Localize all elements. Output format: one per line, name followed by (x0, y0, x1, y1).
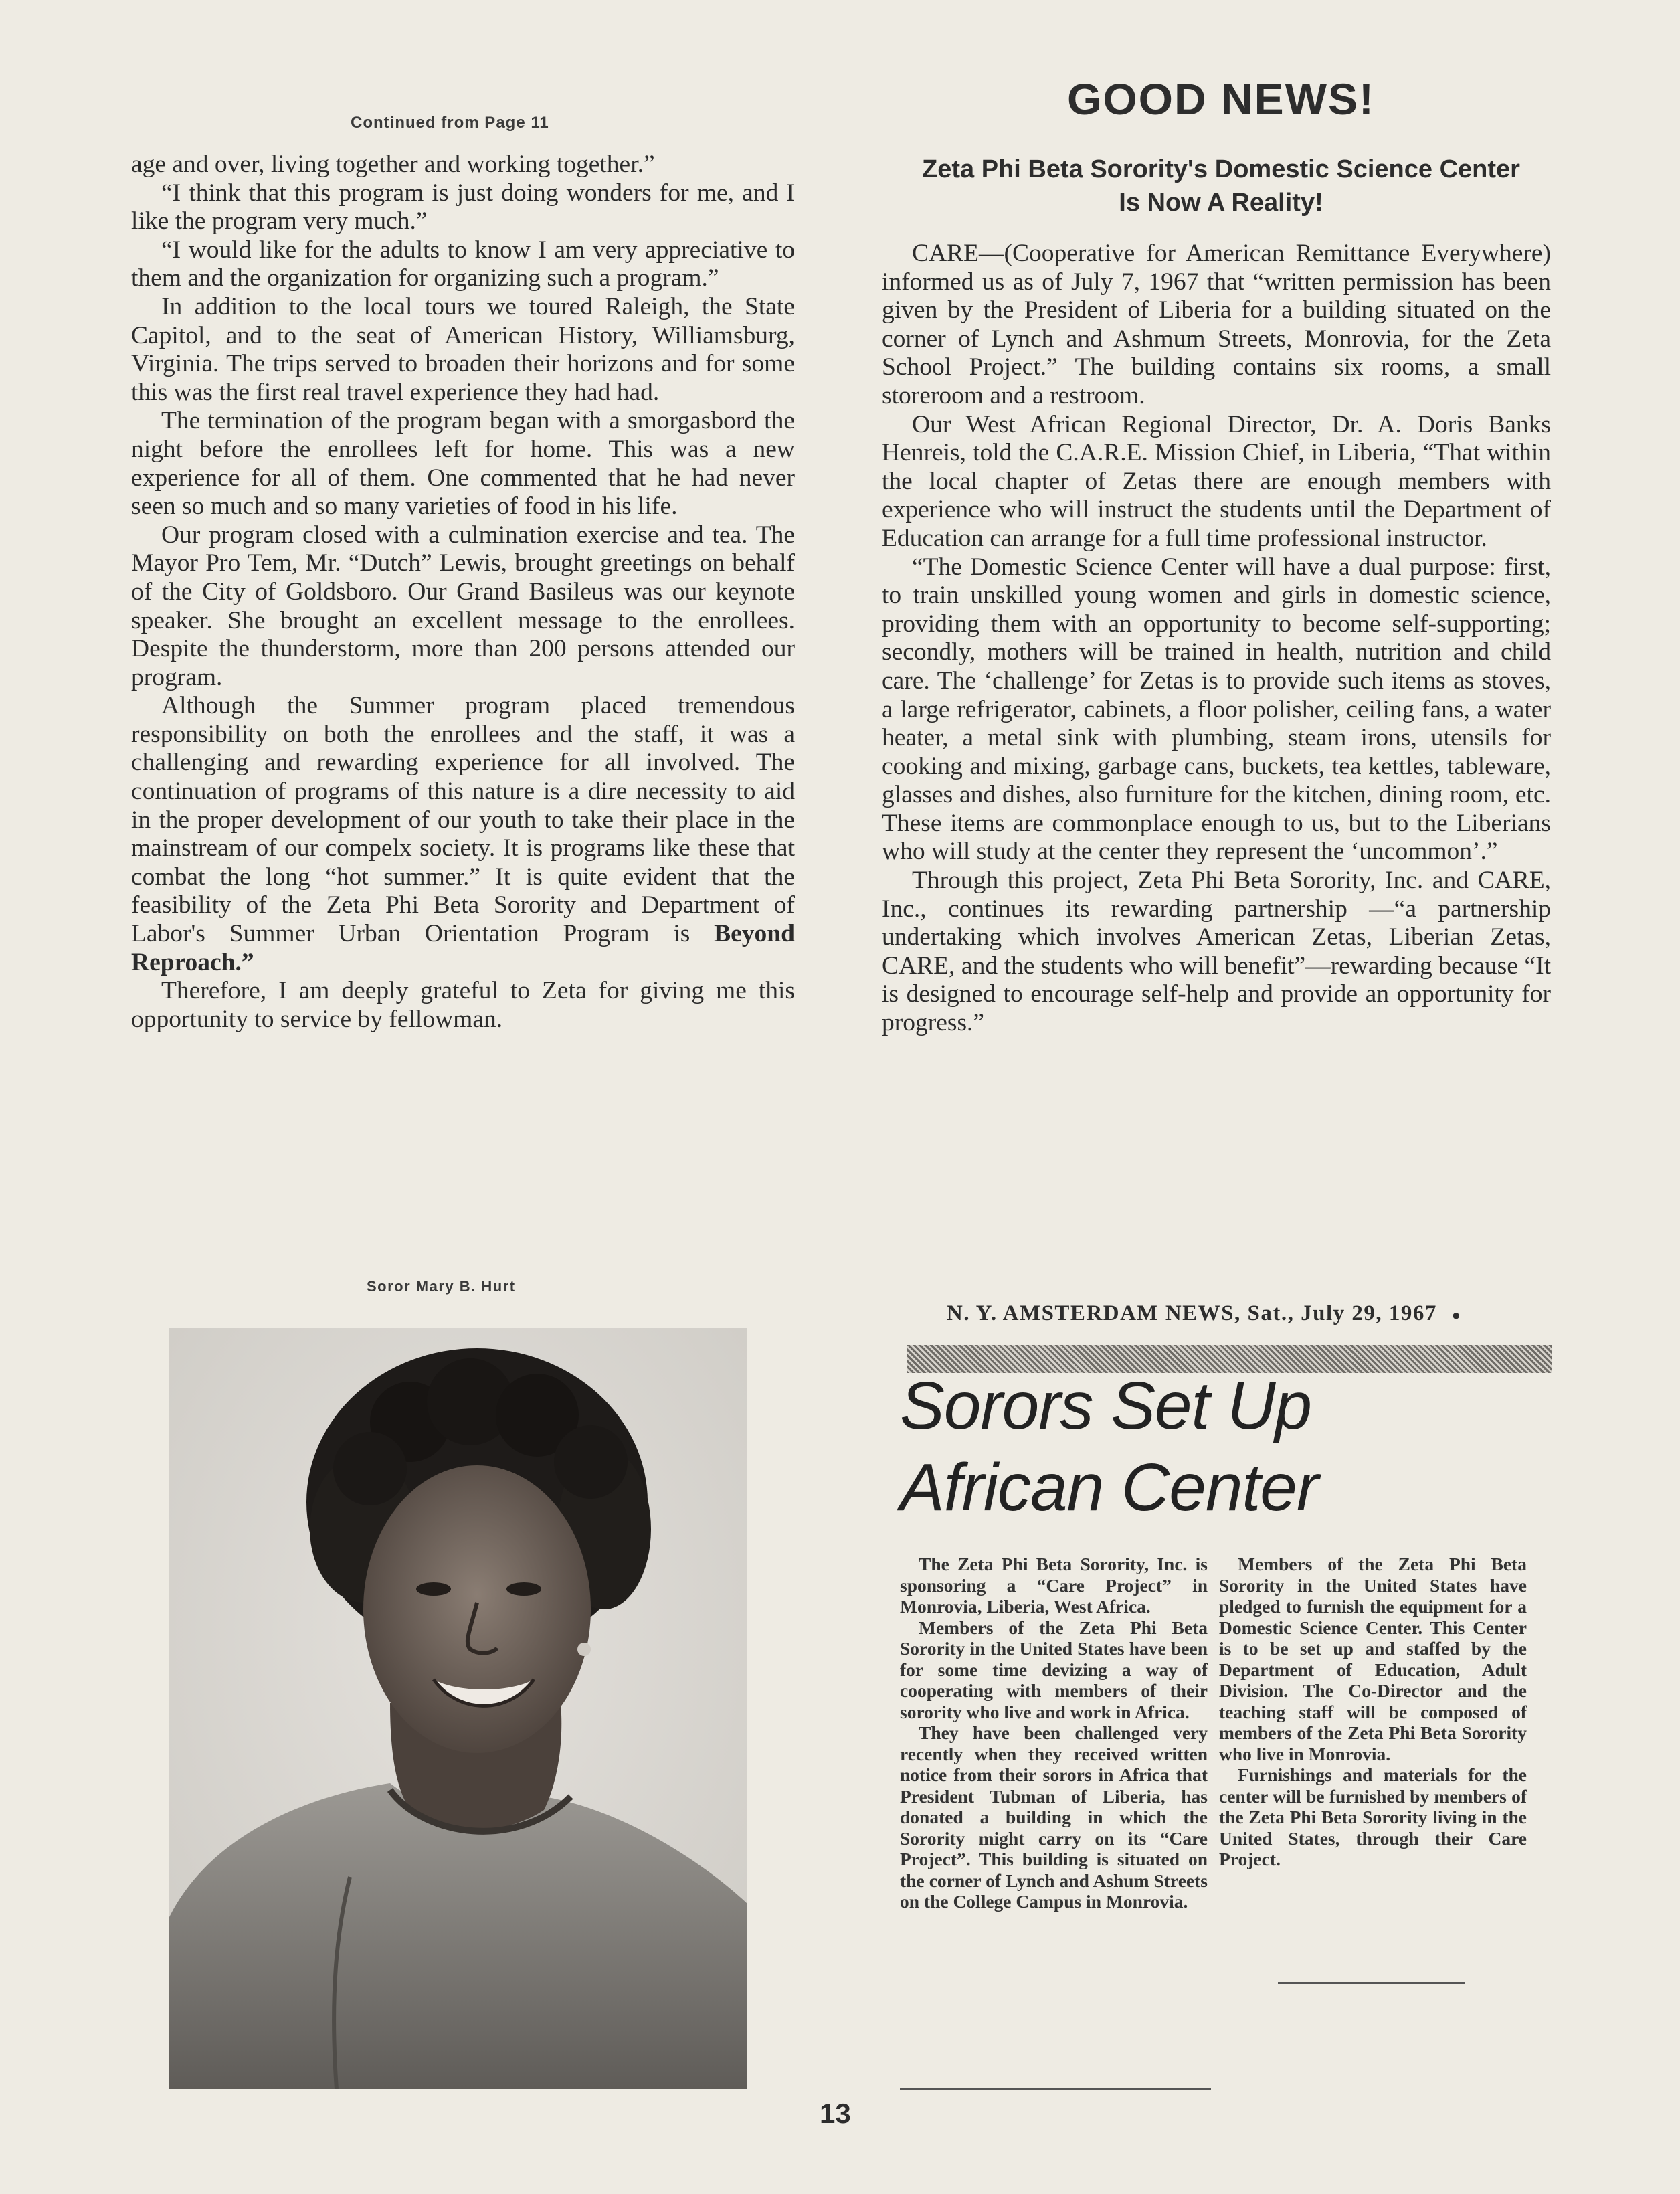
right-paragraph: Through this project, Zeta Phi Beta Sorority, Inc. and CARE, Inc., continues its rewarding partnership —“a partnership undertaking which involves American Zetas, Liberian Zetas, CARE, and the students who will benefit”—rewarding because “It is designed to encourage self-help and provide an opportunity for progress.” (882, 866, 1551, 1037)
left-paragraph: age and over, living together and working together.” (131, 151, 655, 178)
page-headline: GOOD NEWS! (1067, 74, 1375, 124)
left-paragraph: In addition to the local tours we toured Raleigh, the State Capitol, and to the seat of American History, Williamsburg, Virginia. The trips served to broaden their horizons and for some this was the first real travel experience they had had. (131, 292, 795, 406)
bullet-icon: ● (1451, 1307, 1462, 1323)
left-article-body (131, 151, 795, 1034)
portrait-image (169, 1328, 747, 2089)
clipping-paragraph: The Zeta Phi Beta Sorority, Inc. is sponsoring a “Care Project” in Monrovia, Liberia, West Africa. (900, 1554, 1208, 1617)
left-paragraph: “I think that this program is just doing wonders for me, and I like the program very much.” (131, 179, 795, 236)
clipping-column-1-rule (900, 2088, 1211, 2090)
right-article-body (882, 240, 1551, 1038)
photo-caption: Soror Mary B. Hurt (367, 1278, 516, 1295)
left-paragraph: Our program closed with a culmination exercise and tea. The Mayor Pro Tem, Mr. “Dutch” Lewis, brought greetings on behalf of the City of Goldsboro. Our Grand Basileus was our keynote speaker. She brought an excellent message to the enrollees. Despite the thunderstorm, more than 200 persons attended our program. (131, 521, 795, 691)
clipping-paragraph: They have been challenged very recently when they received written notice from their sorors in Africa that President Tubman of Liberia, has donated a building in which the Sorority might carry on its “Care Project”. This building is situated on the corner of Lynch and Ashum Streets on the College Campus in Monrovia. (900, 1722, 1208, 1912)
bold-phrase: Beyond Reproach.” (131, 920, 795, 976)
clipping-source (947, 1301, 1461, 1326)
right-paragraph: CARE—(Cooperative for American Remittance Everywhere) informed us as of July 7, 1967 that “written permission has been given by the President of Liberia for a building situated on the corner of Lynch and Ashmum Streets, Monrovia, for the Zeta School Project.” The building contains six rooms, a small storeroom and a restroom. (882, 240, 1551, 409)
clipping-paragraph: Members of the Zeta Phi Beta Sorority in the United States have pledged to furnish the equipment for a Domestic Science Center. This Center is to be set up and staffed by the Department of Education, Adult Division. The Co-Director and the teaching staff will be composed of members of the Zeta Phi Beta Sorority who live in Monrovia. (1219, 1554, 1527, 1764)
clipping-title-line-2: African Center (900, 1450, 1319, 1525)
left-paragraph-text: Although the Summer program placed tremendous responsibility on both the enrollees and the staff, it was a challenging and rewarding experience for all involved. The continuation of programs of this nature is a dire necessity to aid in the proper development of our youth to take their place in the mainstream of our compelx society. It is programs like these that combat the long “hot summer.” It is quite evident that the feasibility of the Zeta Phi Beta Sorority and Department of Labor's Summer Urban Orientation Program is (131, 692, 795, 948)
clipping-column-2 (1219, 1554, 1527, 1870)
clipping-column-1 (900, 1554, 1208, 1912)
clipping-title (900, 1365, 1318, 1528)
left-paragraph: Therefore, I am deeply grateful to Zeta for giving me this opportunity to service by fellowman. (131, 977, 795, 1033)
clipping-paragraph: Members of the Zeta Phi Beta Sorority in the United States have been for some time devizing a way of cooperating with members of their sorority who live and work in Africa. (900, 1617, 1208, 1722)
clipping-source-text: N. Y. AMSTERDAM NEWS, Sat., July 29, 1967 (947, 1301, 1437, 1325)
page-number: 13 (820, 2098, 851, 2129)
left-paragraph (131, 692, 795, 977)
right-paragraph: “The Domestic Science Center will have a dual purpose: first, to train unskilled young women and girls in domestic science, providing them with an opportunity to become self-supporting; secondly, mothers will be trained in health, nutrition and child care. The ‘challenge’ for Zetas is to provide such items as stoves, a large refrigerator, cabinets, a floor polisher, ceiling fans, a water heater, a metal sink with plumbing, steam irons, utensils for cooking and mixing, garbage cans, buckets, tea kettles, tableware, glasses and dishes, also furniture for the kitchen, dining room, etc. These items are commonplace enough to us, but to the Liberians who will study at the center they represent the ‘uncommon’.” (882, 553, 1551, 866)
left-paragraph: The termination of the program began with a smorgasbord the night before the enrollees left for home. This was a new experience for all of them. One commented that he had never seen so much and so many varieties of food in his life. (131, 407, 795, 521)
clipping-title-line-1: Sorors Set Up (900, 1368, 1312, 1443)
left-paragraph: “I would like for the adults to know I am very appreciative to them and the organization for organizing such a program.” (131, 236, 795, 292)
right-paragraph: Our West African Regional Director, Dr. A. Doris Banks Henreis, told the C.A.R.E. Mission Chief, in Liberia, “That within the local chapter of Zetas there are enough members with experience who will instruct the students until the Department of Education can arrange for a full time professional instructor. (882, 410, 1551, 552)
clipping-paragraph: Furnishings and materials for the center will be furnished by members of the Zeta Phi Beta Sorority living in the United States, through their Care Project. (1219, 1764, 1527, 1869)
clipping-column-2-rule (1278, 1982, 1465, 1984)
continued-label: Continued from Page 11 (351, 114, 549, 132)
subhead-line-1: Zeta Phi Beta Sorority's Domestic Science Center (922, 155, 1520, 183)
portrait-photo (169, 1328, 747, 2089)
subhead-line-2: Is Now A Reality! (1119, 189, 1323, 217)
article-subhead (836, 153, 1606, 219)
